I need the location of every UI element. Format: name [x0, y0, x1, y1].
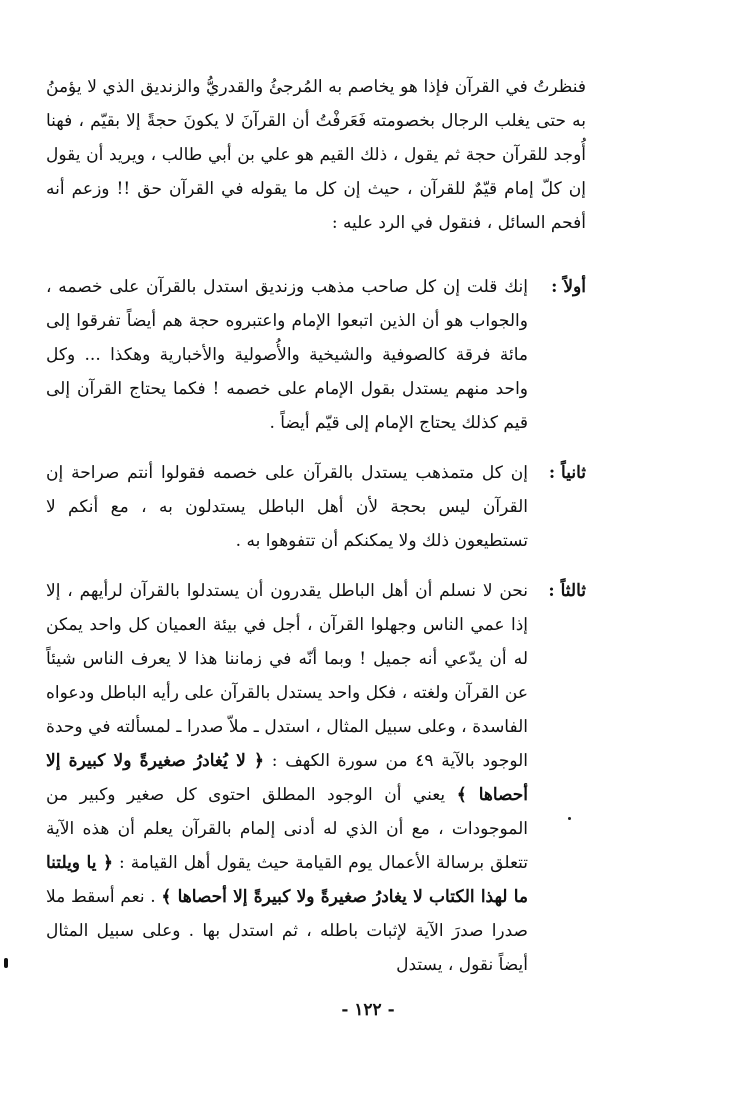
intro-paragraph: فنظرتُ في القرآن فإذا هو يخاصم به المُرجئُ والقدريُّ والزنديق الذي لا يؤمنُ به حتى يغلب الرجال بخصومته فَعَرفْتُ أن القرآنَ لا يكونَ حجةً إلا بقيّم ، فهنا أُوجد للقرآن حجة ثم يقول ، ذلك القيم هو علي بن أبي طالب ، ويريد أن يقول إن كلّ إمام قيّمٌ للقرآن ، حيث إن كل ما يقوله في القرآن حق !! وزعم أنه أفحم السائل ، فنقول في الرد عليه :: [46, 77, 586, 233]
point-second: [46, 456, 586, 558]
point-third-text: [46, 574, 528, 982]
point-first-text: إنك قلت إن كل صاحب مذهب وزنديق استدل بالقرآن على خصمه ، والجواب هو أن الذين اتبعوا الإمام واعتبروه حجة هم أيضاً تفرقوا إلى مائة فرقة كالصوفية والشيخية والأُصولية والأخبارية وهكذا ... وكل واحد منهم يستدل بقول الإمام على خصمه ! فكما يحتاج القرآن إلى قيم كذلك يحتاج الإمام إلى قيّم أيضاً .: [46, 277, 528, 433]
point-first-label: أولاً :: [551, 277, 586, 297]
page-number: - ١٢٢ -: [341, 1000, 395, 1020]
point-third-text-middle: يعني أن الوجود المطلق احتوى كل صغير وكبير من الموجودات ، مع أن الذي له أدنى إلمام بالقرآن يعلم أن هذه الآية تتعلق برسالة الأعمال يوم القيامة حيث يقول أهل القيامة :: [46, 785, 529, 873]
point-third-text-end: . نعم أسقط ملا صدرا صدرَ الآية لإثبات باطله ، ثم استدل بها . وعلى سبيل المثال أيضاً نقول ، يستدل: [46, 887, 528, 975]
scan-edge-mark: [4, 958, 8, 968]
quran-quote-kahf: ﴿ لا يُغادرُ صغيرةً ولا كبيرة إلا أحصاها ﴾: [46, 751, 528, 805]
scan-dot-mark: [568, 817, 571, 820]
point-second-text: إن كل متمذهب يستدل بالقرآن على خصمه فقولوا أنتم صراحة إن القرآن ليس بحجة لأن أهل الباطل يستدلون به ، مع أنكم لا تستطيعون ذلك ولا يمكنكم أن تتفوهوا به .: [46, 463, 528, 551]
point-third-label: ثالثاً :: [548, 581, 586, 601]
point-third: [46, 574, 586, 982]
quran-quote-qiyamah: ﴿ يا ويلتنا ما لهذا الكتاب لا يغادرُ صغيرةً ولا كبيرةً إلا أحصاها ﴾: [46, 853, 528, 907]
point-second-label: ثانياً :: [548, 463, 586, 483]
point-first: [46, 270, 586, 440]
point-third-text-intro: نحن لا نسلم أن أهل الباطل يقدرون أن يستدلوا بالقرآن لرأيهم ، إلا إذا عمي الناس وجهلوا القرآن ، أجل في بيئة العميان كل واحد يمكن له أن يدّعي أنه جميل ! وبما أنّه في زماننا هذا لا يعرف الناس شيئاً عن القرآن ولغته ، فكل واحد يستدل بالقرآن على رأيه الباطل ودعواه الفاسدة ، وعلى سبيل المثال ، استدل ـ ملاّ صدرا ـ لمسألته في وحدة الوجود بالآية ٤٩ من سورة الكهف :: [46, 581, 529, 771]
